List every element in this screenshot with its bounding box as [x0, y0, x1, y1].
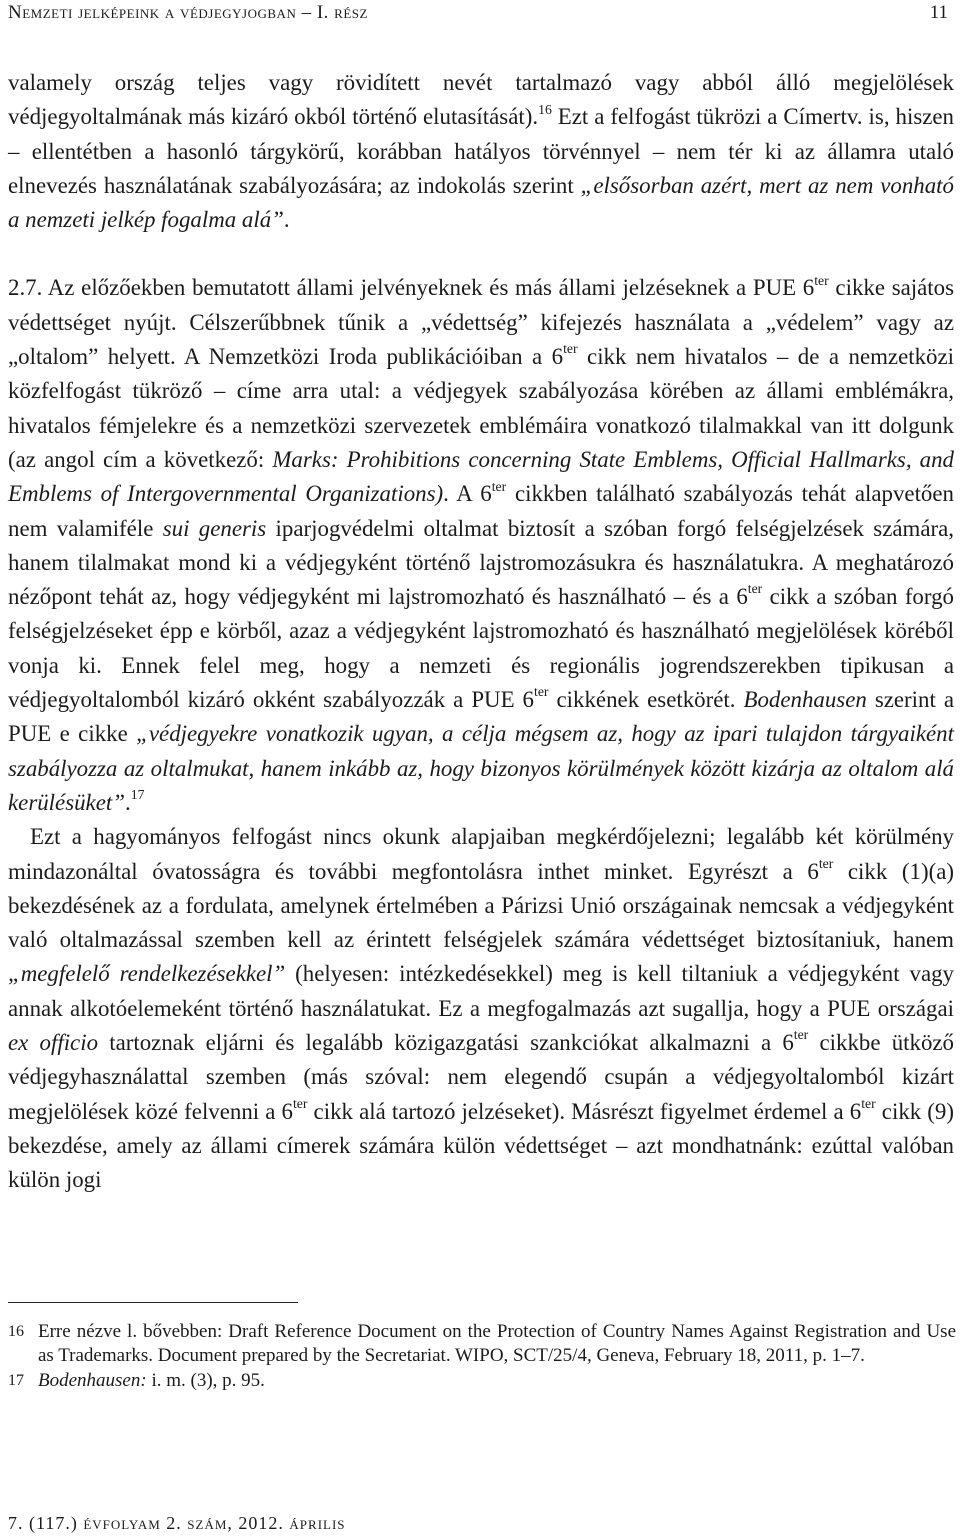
footnote-17	[8, 1369, 956, 1393]
text-run: cikk nem hivatalos – de a nemzetközi közfelfogást tükröző – címe arra utal: a védjegyek szabályozása körében az állami emblémákra, hivatalos fémjelekre és a nemzetközi szervezetek emblémáira vonatkozó tilalmakkal van itt dolgunk (az angol cím a következő:	[8, 344, 954, 472]
superscript: ter	[747, 581, 763, 597]
english-title: Marks: Prohibitions concerning State Emblems, Official Hallmarks, and Emblems of Intergovernmental Organizations)	[8, 446, 955, 507]
footnotes	[8, 1320, 956, 1394]
superscript: ter	[793, 1027, 809, 1043]
text-run: cikke sajátos védettséget nyújt. Célszerűbbnek tűnik a „védettség” kifejezés használata a „védelem” vagy az „oltalom” helyett. A Nemzetközi Iroda publikációiban a 6	[8, 275, 954, 370]
text-run: cikk (1)(a) bekezdésének az a fordulata, amelynek értelmében a Párizsi Unió országainak nemcsak a védjegyként való oltalmazással szemben kell az érintett felségjelek számára védettséget biztosítaniuk, hanem	[8, 858, 954, 953]
text-run: szerint a PUE e cikke	[8, 687, 954, 747]
text-run: cikkbe ütköző védjegyhasználattal szemben (más szóval: nem elegendő csupán a védjegyoltalomból kizárt megjelölések közé felvenni a 6	[8, 1030, 954, 1124]
superscript: ter	[491, 478, 507, 494]
footnote-number: 17	[8, 1372, 24, 1389]
latin-term: sui generis	[162, 515, 267, 541]
text-run: valamely ország teljes vagy rövidített nevét tartalmazó vagy abból álló megjelölések védjegyoltalmának más kizáró okból történő elutasítását).	[8, 70, 954, 130]
superscript: ter	[861, 1095, 876, 1111]
footnote-ref-16[interactable]: 16	[538, 101, 552, 117]
footnote-divider	[8, 1302, 298, 1303]
article-body	[8, 66, 954, 1198]
text-run: cikk (9) bekezdése, amely az állami címerek számára külön védettséget – azt mondhatnánk: ezúttal valóban külön jogi	[8, 1098, 954, 1193]
quotation: „megfelelő rendelkezésekkel”	[8, 961, 286, 987]
superscript: ter	[818, 855, 834, 871]
text-run: cikkének esetkörét.	[548, 687, 744, 713]
superscript: ter	[814, 272, 829, 288]
text-run: 2.7. Az előzőekben bemutatott állami jelvényeknek és más állami jelzéseknek a PUE 6	[8, 275, 815, 301]
text-run: Ezt a hagyományos felfogást nincs okunk alapjaiban megkérdőjelezni; legalább két körülmény mindazonáltal óvatosságra és további megfontolásra inthet minket. Egyrészt a 6	[8, 824, 954, 884]
text-run: cikk a szóban forgó felségjelzéseket épp e körből, azaz a védjegyként lajstromozható és használható megjelölések köréből vonja ki. Ennek felel meg, hogy a nemzeti és regionális jogrendszerekben tipikusan a védjegyoltalomból kizáró okként szabályozzák a PUE 6	[8, 584, 954, 713]
paragraph-2	[8, 271, 954, 820]
text-run: .	[124, 789, 131, 815]
superscript: ter	[563, 341, 578, 357]
text-run: Ezt a felfogást tükrözi a Címertv. is, hiszen – ellentétben a hasonló tárgykörű, korábban hatályos törvénnyel – nem tér ki az államra utaló elnevezés használatának szabályozására; az indokolás szerint	[8, 104, 954, 198]
author-name: Bodenhausen	[743, 687, 867, 713]
superscript: ter	[292, 1095, 308, 1111]
quotation: „védjegyekre vonatkozik ugyan, a célja mégsem az, hogy az ipari tulajdon tárgyaiként szabályozza az oltalmukat, hanem inkább az, hogy bizonyos körülmények között kizárja az oltalom alá kerülésüket”	[8, 721, 954, 815]
superscript: ter	[534, 684, 549, 700]
paragraph-3	[8, 820, 954, 1197]
running-title: Nemzeti jelképeink a védjegyjogban – I. rész	[8, 2, 368, 23]
paragraph-gap	[8, 237, 954, 271]
latin-term: ex officio	[8, 1030, 99, 1056]
footnote-16	[8, 1320, 956, 1368]
text-run: tartoznak eljárni és legalább közigazgatási szankciókat alkalmazni a 6	[98, 1030, 794, 1056]
page-number: 11	[929, 2, 948, 23]
text-run: cikk alá tartozó jelzéseket). Másrészt figyelmet érdemel a 6	[307, 1098, 862, 1124]
footnote-text: i. m. (3), p. 95.	[146, 1370, 265, 1391]
text-run: iparjogvédelmi oltalmat biztosít a szóban forgó felségjelzések számára, hanem tilalmakat mond ki a védjegyként történő lajstromozásukra és használatukra. A meghatározó nézőpont tehát az, hogy védjegyként mi lajstromozható és használható – és a 6	[8, 515, 954, 610]
quotation: „elsősorban azért, mert az nem vonható a nemzeti jelkép fogalma alá”	[8, 172, 954, 233]
text-run: (helyesen: intézkedésekkel) meg is kell tiltaniuk a védjegyként vagy annak alkotóelemeként történő használatukat. Ez a megfogalmazás azt sugallja, hogy a PUE országai	[8, 961, 954, 1021]
text-run: . A 6	[443, 481, 492, 507]
text-run: .	[283, 207, 290, 233]
footnote-author: Bodenhausen:	[38, 1370, 147, 1391]
paragraph-1	[8, 66, 954, 237]
footnote-number: 16	[8, 1323, 24, 1340]
footnote-text: Erre nézve l. bővebben: Draft Reference Document on the Protection of Country Names Against Registration and Use as Trademarks. Document prepared by the Secretariat. WIPO, SCT/25/4, Geneva, February 18, 2011, p. 1–7.	[38, 1321, 956, 1366]
footnote-ref-17[interactable]: 17	[130, 787, 145, 803]
issue-footer: 7. (117.) évfolyam 2. szám, 2012. április	[8, 1513, 346, 1533]
text-run: cikkben található szabályozás tehát alapvetően nem valamiféle	[8, 481, 954, 541]
